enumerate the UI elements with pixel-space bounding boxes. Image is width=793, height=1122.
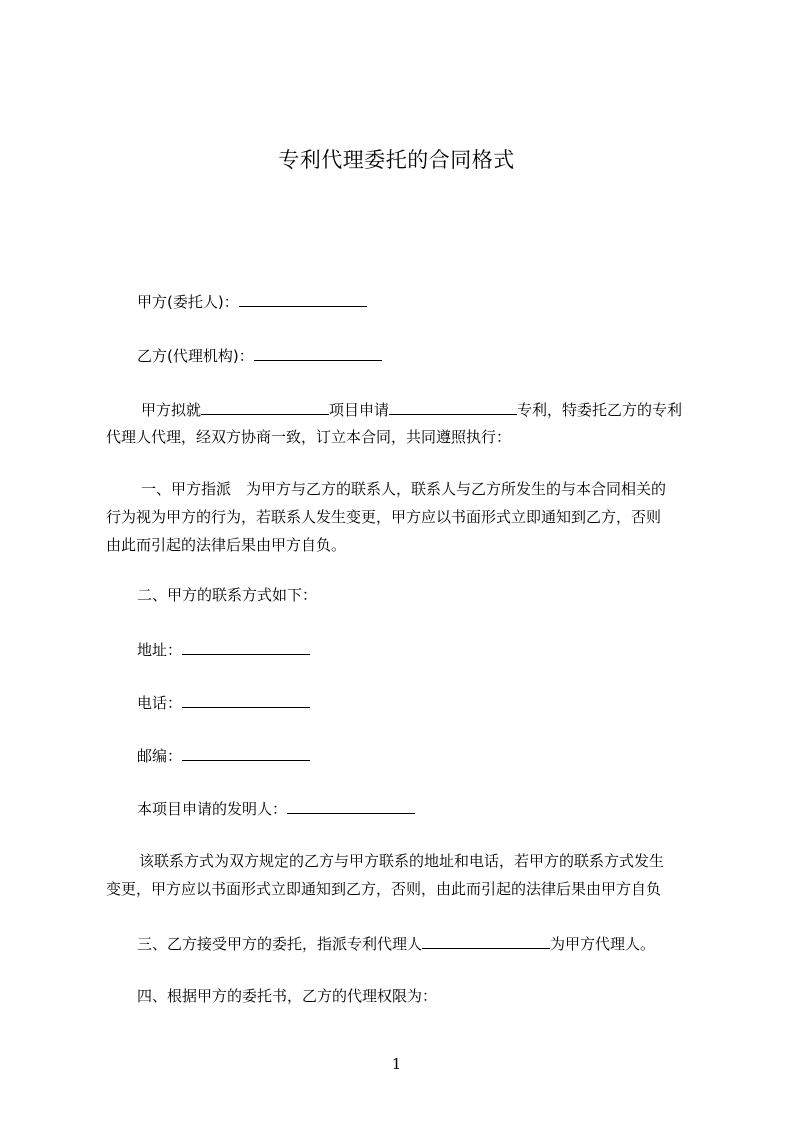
clause-1-line-1: 一、甲方指派 为甲方与乙方的联系人，联系人与乙方所发生的与本合同相关的 <box>141 480 667 498</box>
intro-line-1 <box>141 400 682 419</box>
clause-1-line-2: 行为视为甲方的行为，若联系人发生变更，甲方应以书面形式立即通知到乙方，否则 <box>106 508 662 526</box>
party-a-label: 甲方(委托人)： <box>137 293 239 311</box>
party-b-line <box>137 346 382 365</box>
party-b-blank <box>254 346 382 361</box>
clause-3-line <box>137 934 655 953</box>
intro-text-2: 项目申请 <box>329 401 390 419</box>
clause-1-line-3: 由此而引起的法律后果由甲方自负。 <box>106 536 347 554</box>
intro-line-2: 代理人代理，经双方协商一致，订立本合同，共同遵照执行： <box>106 428 512 446</box>
address-label: 地址： <box>137 641 183 659</box>
agent-blank <box>422 934 550 949</box>
party-a-blank <box>239 292 367 307</box>
inventor-line <box>137 799 415 818</box>
clause-4-heading: 四、根据甲方的委托书，乙方的代理权限为： <box>137 987 438 1005</box>
intro-text-1: 甲方拟就 <box>141 401 202 419</box>
phone-blank <box>182 693 310 708</box>
clause-2-heading: 二、甲方的联系方式如下： <box>137 586 318 604</box>
phone-line <box>137 693 310 712</box>
clause-3-text-1: 三、乙方接受甲方的委托，指派专利代理人 <box>137 935 423 953</box>
inventor-blank <box>287 799 415 814</box>
contact-note-line-2: 变更，甲方应以书面形式立即通知到乙方，否则，由此而引起的法律后果由甲方自负 <box>106 880 662 898</box>
patent-type-blank <box>389 400 517 415</box>
postcode-line <box>137 746 310 765</box>
intro-text-3: 专利，特委托乙方的专利 <box>517 401 683 419</box>
party-a-line <box>137 292 367 311</box>
party-b-label: 乙方(代理机构)： <box>137 347 254 365</box>
address-line <box>137 640 310 659</box>
project-blank <box>201 400 329 415</box>
contact-note-line-1: 该联系方式为双方规定的乙方与甲方联系的地址和电话，若甲方的联系方式发生 <box>139 852 665 870</box>
clause-3-text-2: 为甲方代理人。 <box>550 935 656 953</box>
inventor-label: 本项目申请的发明人： <box>137 800 288 818</box>
address-blank <box>182 640 310 655</box>
postcode-blank <box>182 746 310 761</box>
document-title: 专利代理委托的合同格式 <box>278 148 515 172</box>
page-number: 1 <box>391 1055 402 1073</box>
phone-label: 电话： <box>137 694 183 712</box>
postcode-label: 邮编： <box>137 747 183 765</box>
